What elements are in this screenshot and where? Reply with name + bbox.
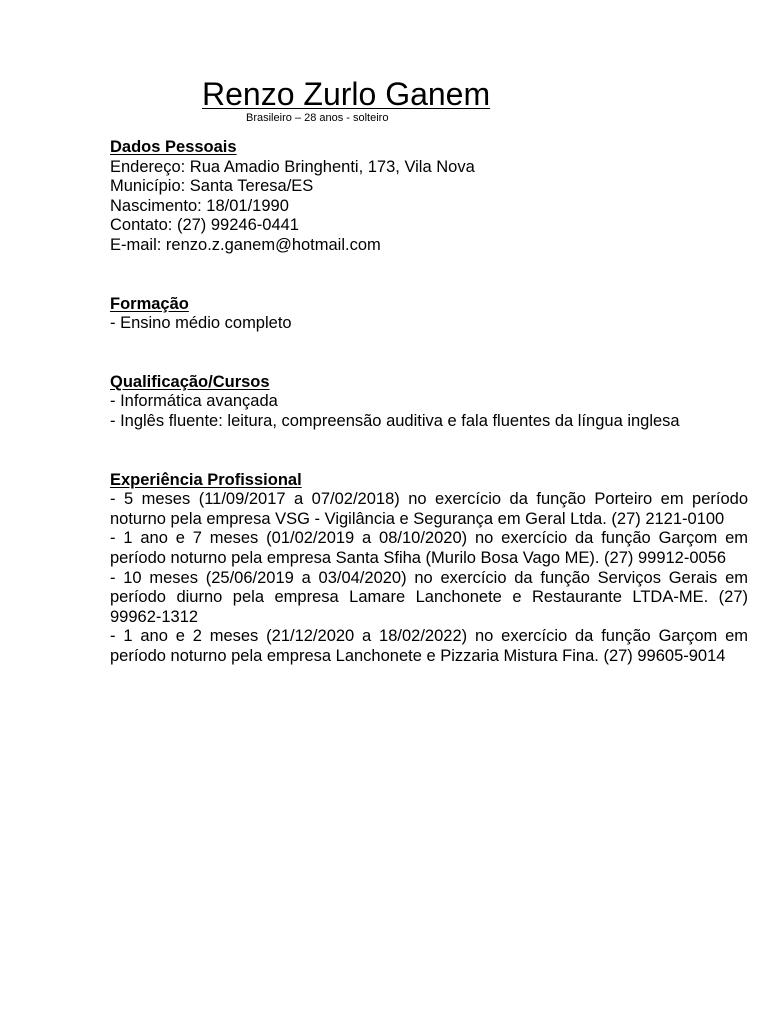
experience-item: - 10 meses (25/06/2019 a 03/04/2020) no exercício da função Serviços Gerais em período diurno pela empresa Lamare Lanchonete e Restaurante LTDA-ME. (27) 99962-1312 <box>110 568 748 626</box>
personal-summary: Brasileiro – 28 anos - solteiro <box>246 112 389 124</box>
section-qualificacao <box>110 373 748 432</box>
section-title-qualificacao: Qualificação/Cursos <box>110 372 270 391</box>
section-title-dados-pessoais: Dados Pessoais <box>110 138 237 156</box>
experience-item: - 5 meses (11/09/2017 a 07/02/2018) no exercício da função Porteiro em período noturno pela empresa VSG - Vigilância e Segurança em Geral Ltda. (27) 2121-0100 <box>110 490 748 528</box>
section-title-formacao: Formação <box>110 294 189 313</box>
spacer <box>110 256 748 295</box>
section-experiencia <box>110 471 748 667</box>
birthdate-line: Nascimento: 18/01/1990 <box>110 196 289 215</box>
section-dados-pessoais <box>110 138 748 256</box>
experience-item: - 1 ano e 7 meses (01/02/2019 a 08/10/2020) no exercício da função Garçom em período noturno pela empresa Santa Sfiha (Murilo Bosa Vago ME). (27) 99912-0056 <box>110 529 748 567</box>
section-title-experiencia: Experiência Profissional <box>110 470 302 489</box>
address-line: Endereço: Rua Amadio Bringhenti, 173, Vila Nova <box>110 157 475 176</box>
city-line: Município: Santa Teresa/ES <box>110 177 314 196</box>
qualification-item: - Inglês fluente: leitura, compreensão auditiva e fala fluentes da língua inglesa <box>110 411 680 430</box>
email-line: E-mail: renzo.z.ganem@hotmail.com <box>110 235 381 254</box>
experience-item: - 1 ano e 2 meses (21/12/2020 a 18/02/2022) no exercício da função Garçom em período noturno pela empresa Lanchonete e Pizzaria Mistura Fina. (27) 99605-9014 <box>110 627 748 665</box>
resume-body <box>110 138 748 666</box>
section-formacao <box>110 295 748 334</box>
spacer <box>110 334 748 373</box>
page-title: Renzo Zurlo Ganem <box>202 76 491 112</box>
qualification-item: - Informática avançada <box>110 392 278 411</box>
education-item: - Ensino médio completo <box>110 314 292 333</box>
spacer <box>110 432 748 471</box>
phone-line: Contato: (27) 99246-0441 <box>110 216 299 235</box>
